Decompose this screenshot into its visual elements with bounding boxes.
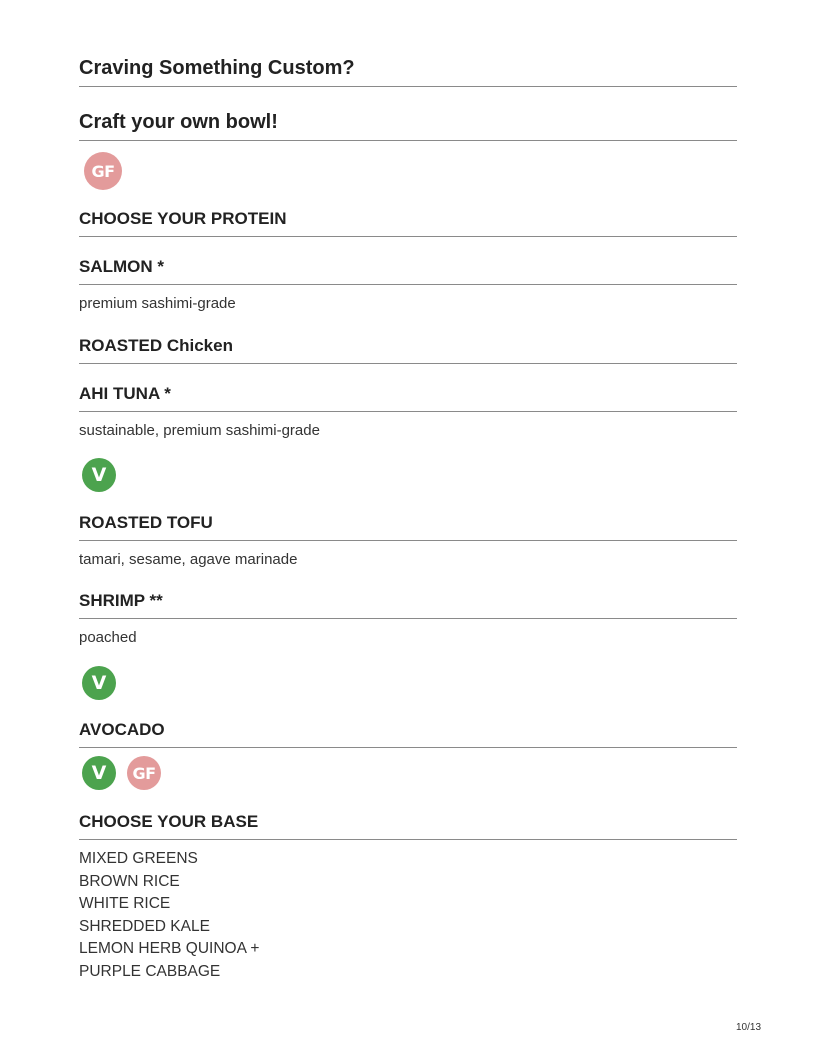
gluten-free-icon: GF bbox=[127, 756, 161, 790]
divider bbox=[79, 618, 737, 619]
list-item: LEMON HERB QUINOA + bbox=[79, 940, 260, 957]
divider bbox=[79, 140, 737, 141]
divider bbox=[79, 236, 737, 237]
list-item: SHREDDED KALE bbox=[79, 917, 210, 935]
section-title-base: CHOOSE YOUR BASE bbox=[79, 812, 259, 831]
gluten-free-icon: GF bbox=[84, 152, 122, 190]
divider bbox=[79, 839, 737, 840]
protein-item-name: AVOCADO bbox=[79, 720, 165, 739]
vegan-icon: V bbox=[82, 458, 116, 492]
protein-item-description: poached bbox=[79, 629, 137, 646]
vegan-icon: V bbox=[82, 756, 116, 790]
divider bbox=[79, 747, 737, 748]
list-item: PURPLE CABBAGE bbox=[79, 962, 221, 980]
protein-item-description: premium sashimi-grade bbox=[79, 295, 236, 312]
divider bbox=[79, 411, 737, 412]
list-item: BROWN RICE bbox=[79, 872, 180, 890]
vegan-icon: V bbox=[82, 666, 116, 700]
list-item: WHITE RICE bbox=[79, 895, 171, 912]
protein-item-name: AHI TUNA * bbox=[79, 384, 171, 403]
list-item: MIXED GREENS bbox=[79, 850, 198, 867]
page-number: 10/13 bbox=[736, 1022, 762, 1033]
heading-craving-custom: Craving Something Custom? bbox=[79, 57, 355, 79]
divider bbox=[79, 284, 737, 285]
protein-item-name: ROASTED TOFU bbox=[79, 513, 213, 532]
divider bbox=[79, 86, 737, 87]
heading-craft-bowl: Craft your own bowl! bbox=[79, 111, 278, 133]
protein-item-name: SHRIMP ** bbox=[79, 591, 163, 610]
divider bbox=[79, 540, 737, 541]
base-options-list bbox=[79, 848, 259, 983]
protein-item-name: SALMON * bbox=[79, 257, 164, 276]
protein-item-name: ROASTED Chicken bbox=[79, 336, 233, 355]
section-title-protein: CHOOSE YOUR PROTEIN bbox=[79, 209, 287, 228]
protein-item-description: tamari, sesame, agave marinade bbox=[79, 551, 298, 568]
divider bbox=[79, 363, 737, 364]
protein-item-description: sustainable, premium sashimi-grade bbox=[79, 422, 320, 439]
